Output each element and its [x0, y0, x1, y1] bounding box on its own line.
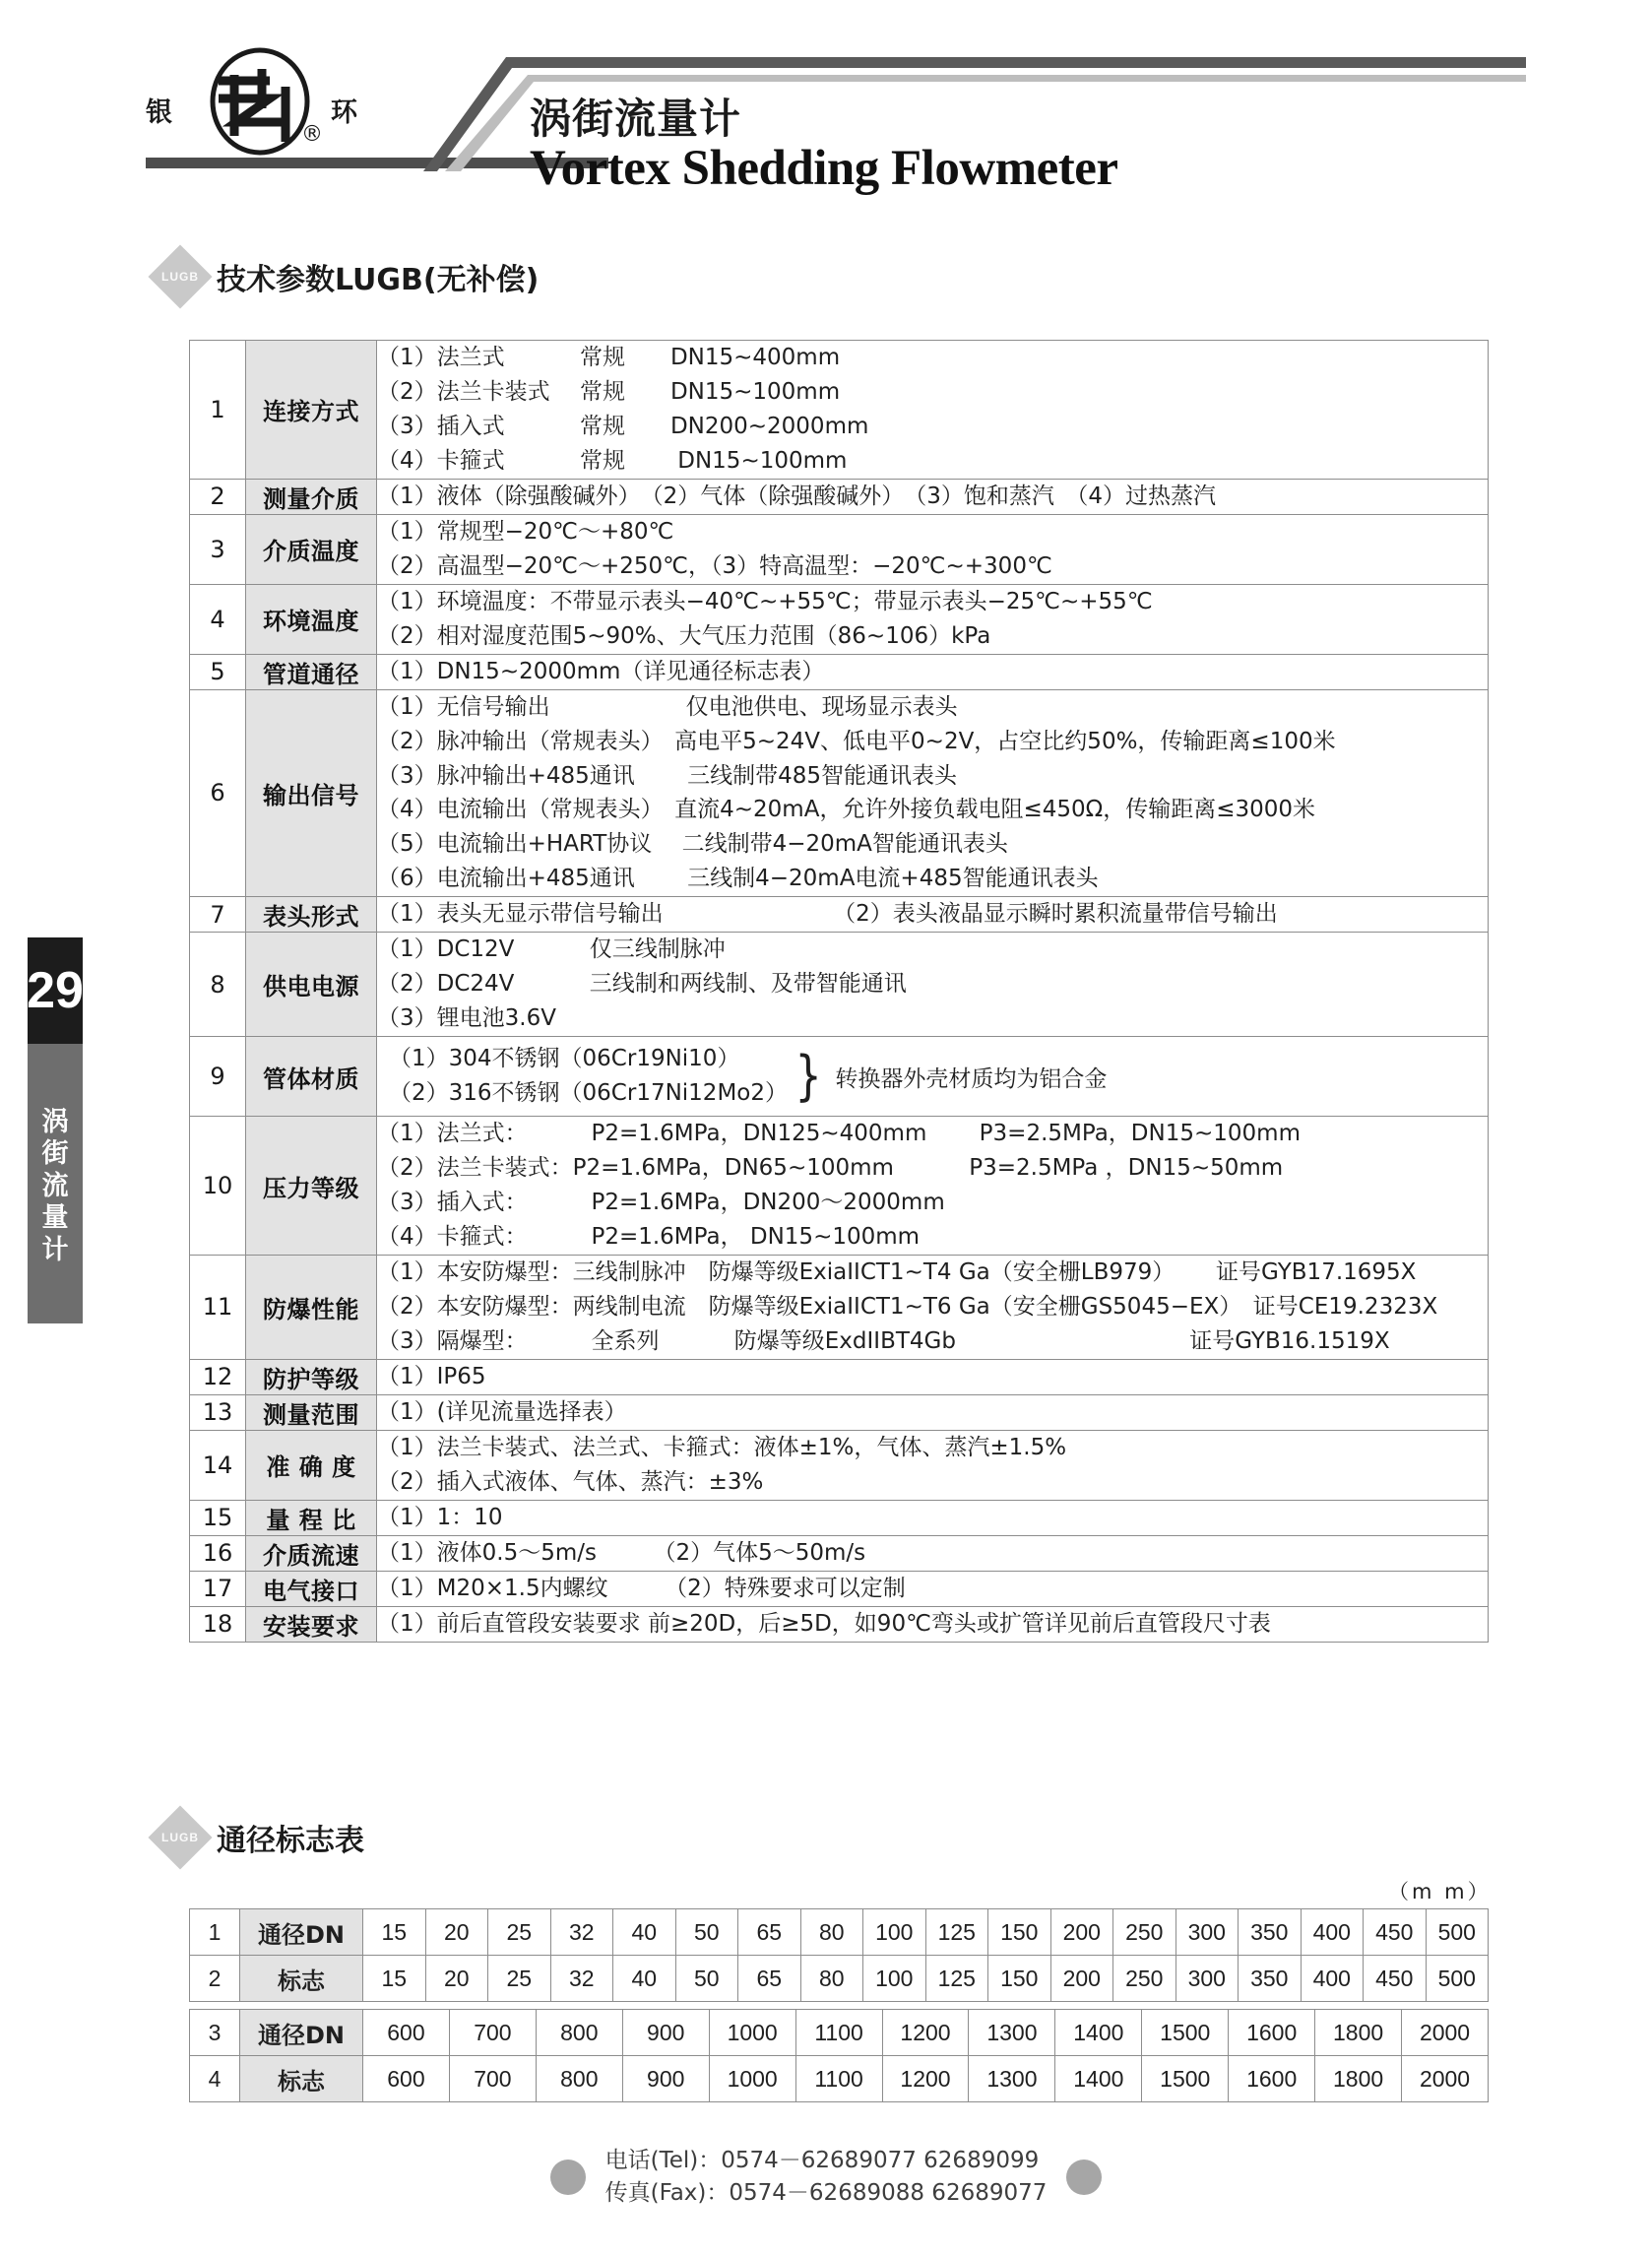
spec-row-index: 3 — [190, 514, 246, 584]
spec-row-value — [377, 1037, 1489, 1117]
bore-cell: 1400 — [1055, 2056, 1142, 2102]
table-row — [190, 479, 1489, 514]
table-row — [190, 341, 1489, 480]
bore-cell: 125 — [925, 1956, 988, 2002]
lugb-badge-label: LUGB — [161, 270, 199, 284]
spec-row-index: 18 — [190, 1606, 246, 1642]
spec-line: （1）环境温度：不带显示表头−40℃~+55℃；带显示表头−25℃~+55℃ — [377, 588, 1153, 614]
registered-trademark-icon: ® — [301, 122, 323, 147]
page-number-badge: 29 — [28, 937, 83, 1044]
spec-row-index: 12 — [190, 1359, 246, 1394]
spec-row-label: 输出信号 — [246, 689, 377, 897]
bore-cell: 1300 — [969, 2010, 1055, 2056]
table-row — [190, 584, 1489, 654]
bore-cell: 80 — [800, 1909, 863, 1956]
spec-line: （4）卡箍式： P2=1.6MPa， DN15~100mm — [377, 1223, 921, 1250]
bore-cell: 900 — [622, 2010, 709, 2056]
spec-row-value — [377, 689, 1489, 897]
bore-cell: 1200 — [882, 2056, 969, 2102]
table-row — [190, 1255, 1489, 1359]
bore-cell: 2000 — [1402, 2010, 1489, 2056]
bore-row-label: 通径DN — [240, 2010, 363, 2056]
spec-row-index: 6 — [190, 689, 246, 897]
spec-row-value — [377, 341, 1489, 480]
spec-line: （1）法兰式： P2=1.6MPa，DN125~400mm P3=2.5MPa，DN15~100mm — [377, 1121, 1301, 1147]
spec-line: （2）相对湿度范围5~90%、大气压力范围（86~106）kPa — [377, 622, 991, 649]
contact-info — [605, 2145, 1048, 2211]
spec-line: （1）DN15~2000mm（详见通径标志表） — [377, 658, 825, 684]
spec-line: （3）插入式 常规 DN200~2000mm — [377, 413, 869, 439]
spec-line: （4）卡箍式 常规 DN15~100mm — [377, 447, 848, 474]
bore-cell: 700 — [449, 2056, 536, 2102]
bore-cell: 1100 — [795, 2010, 882, 2056]
bore-cell: 1800 — [1315, 2010, 1402, 2056]
bore-cell: 350 — [1239, 1909, 1302, 1956]
page-header — [0, 0, 1652, 226]
bore-cell: 100 — [863, 1956, 926, 2002]
spec-section-title: 技术参数LUGB(无补偿) — [217, 263, 540, 297]
spec-row-index: 4 — [190, 584, 246, 654]
lugb-badge-label-2: LUGB — [161, 1831, 199, 1844]
company-logo — [146, 47, 421, 156]
side-tab-char-2: 流 — [41, 1170, 69, 1201]
bore-cell: 250 — [1113, 1956, 1176, 2002]
bore-cell: 40 — [613, 1909, 676, 1956]
spec-row-label: 电气接口 — [246, 1571, 377, 1606]
bore-cell: 15 — [363, 1909, 426, 1956]
bore-section-heading — [158, 1815, 364, 1860]
brand-char-left: 银 — [146, 97, 172, 128]
spec-row-label: 测量范围 — [246, 1394, 377, 1430]
spec-row-label: 压力等级 — [246, 1117, 377, 1256]
bore-cell: 65 — [738, 1956, 801, 2002]
spec-line: （1）304不锈钢（06Cr19Ni10） — [389, 1046, 740, 1072]
table-row — [190, 514, 1489, 584]
bore-cell: 1000 — [709, 2010, 795, 2056]
spec-row-index: 13 — [190, 1394, 246, 1430]
bore-cell: 600 — [363, 2056, 450, 2102]
table-row — [190, 1359, 1489, 1394]
spec-line: （1）前后直管段安装要求 前≥20D，后≥5D，如90℃弯头或扩管详见前后直管段尺寸表 — [377, 1610, 1271, 1637]
spec-row-value — [377, 1255, 1489, 1359]
bore-cell: 200 — [1050, 1909, 1113, 1956]
footer-dot-right-icon — [1066, 2160, 1102, 2195]
spec-row-index: 8 — [190, 933, 246, 1037]
spec-line: （3）插入式： P2=1.6MPa，DN200～2000mm — [377, 1190, 945, 1216]
bore-cell: 350 — [1239, 1956, 1302, 2002]
spec-row-value — [377, 1571, 1489, 1606]
side-tab-char-3: 量 — [41, 1202, 69, 1234]
spec-row-label: 管道通径 — [246, 654, 377, 689]
bore-cell: 25 — [488, 1956, 551, 2002]
spec-row-index: 7 — [190, 897, 246, 933]
table-row — [190, 897, 1489, 933]
product-title-en: Vortex Shedding Flowmeter — [530, 141, 1118, 196]
table-row — [190, 1956, 1489, 2002]
spec-row-index: 17 — [190, 1571, 246, 1606]
spec-line: （1）无信号输出 仅电池供电、现场显示表头 — [377, 693, 958, 720]
spec-row-label: 量 程 比 — [246, 1500, 377, 1535]
table-row — [190, 933, 1489, 1037]
bore-cell: 1100 — [795, 2056, 882, 2102]
spec-row-index: 1 — [190, 341, 246, 480]
spec-row-label: 连接方式 — [246, 341, 377, 480]
bore-cell: 1500 — [1142, 2010, 1229, 2056]
bore-cell: 50 — [675, 1909, 738, 1956]
bore-row-label: 通径DN — [240, 1909, 363, 1956]
spec-line: （2）法兰卡装式：P2=1.6MPa，DN65~100mm P3=2.5MPa ，DN15~50mm — [377, 1155, 1284, 1182]
bore-cell: 600 — [363, 2010, 450, 2056]
spec-row-value — [377, 933, 1489, 1037]
bore-table-small — [189, 1908, 1489, 2002]
bore-cell: 1500 — [1142, 2056, 1229, 2102]
spec-row-value — [377, 897, 1489, 933]
bore-cell: 80 — [800, 1956, 863, 2002]
table-row — [190, 1535, 1489, 1571]
brace-group — [377, 1037, 1488, 1116]
bore-cell: 300 — [1175, 1956, 1239, 2002]
spec-line: （1）常规型−20℃～+80℃ — [377, 518, 674, 545]
brace-item-list — [389, 1042, 788, 1111]
spec-row-value — [377, 479, 1489, 514]
bore-row-label: 标志 — [240, 2056, 363, 2102]
bore-cell: 1400 — [1055, 2010, 1142, 2056]
table-row — [190, 1430, 1489, 1500]
spec-line: （2）316不锈钢（06Cr17Ni12Mo2） — [389, 1080, 788, 1107]
bore-cell: 40 — [613, 1956, 676, 2002]
spec-line: （2）DC24V 三线制和两线制、及带智能通讯 — [377, 971, 907, 998]
bore-cell: 50 — [675, 1956, 738, 2002]
bore-cell: 500 — [1426, 1909, 1489, 1956]
spec-line: （1）液体0.5～5m/s （2）气体5～50m/s — [377, 1539, 866, 1566]
spec-row-index: 11 — [190, 1255, 246, 1359]
bore-cell: 32 — [550, 1909, 613, 1956]
spec-row-index: 5 — [190, 654, 246, 689]
bore-cell: 1600 — [1229, 2056, 1315, 2102]
spec-line: （5）电流输出+HART协议 二线制带4−20mA智能通讯表头 — [377, 831, 1008, 858]
spec-row-label: 防爆性能 — [246, 1255, 377, 1359]
spec-line: （1）1：10 — [377, 1504, 503, 1530]
spec-row-value — [377, 1606, 1489, 1642]
spec-row-value — [377, 1394, 1489, 1430]
bore-cell: 32 — [550, 1956, 613, 2002]
bore-cell: 65 — [738, 1909, 801, 1956]
bore-cell: 400 — [1301, 1909, 1364, 1956]
lugb-diamond-icon — [148, 244, 212, 308]
side-section-tab — [28, 1044, 83, 1323]
spec-line: （2）插入式液体、气体、蒸汽：±3% — [377, 1468, 764, 1495]
bore-cell: 500 — [1426, 1956, 1489, 2002]
bore-row-index: 4 — [190, 2056, 240, 2102]
spec-row-value — [377, 1500, 1489, 1535]
spec-section-heading — [158, 254, 539, 299]
spec-line: （1）IP65 — [377, 1363, 486, 1389]
spec-row-index: 16 — [190, 1535, 246, 1571]
side-tab-char-0: 涡 — [41, 1107, 69, 1138]
specification-table — [189, 340, 1489, 1643]
bore-cell: 1800 — [1315, 2056, 1402, 2102]
table-row — [190, 654, 1489, 689]
table-row — [190, 1394, 1489, 1430]
spec-line: （1）本安防爆型：三线制脉冲 防爆等级ExiaIICT1~T4 Ga（安全栅LB979） 证号GYB17.1695X — [377, 1258, 1417, 1285]
bore-cell: 450 — [1364, 1909, 1427, 1956]
spec-row-index: 9 — [190, 1037, 246, 1117]
bore-cell: 1300 — [969, 2056, 1055, 2102]
spec-row-label: 供电电源 — [246, 933, 377, 1037]
spec-row-value — [377, 1430, 1489, 1500]
spec-line: （2）脉冲输出（常规表头） 高电平5~24V、低电平0~2V，占空比约50%，传输距离≤100米 — [377, 728, 1336, 754]
spec-line: （1）M20×1.5内螺纹 （2）特殊要求可以定制 — [377, 1575, 906, 1601]
curly-brace-icon: } — [794, 1045, 822, 1108]
spec-row-label: 介质温度 — [246, 514, 377, 584]
side-tab-char-1: 街 — [41, 1138, 69, 1170]
product-title-cn: 涡街流量计 — [530, 95, 742, 143]
bore-row-label: 标志 — [240, 1956, 363, 2002]
table-row — [190, 1117, 1489, 1256]
spec-row-index: 10 — [190, 1117, 246, 1256]
bore-cell: 1200 — [882, 2010, 969, 2056]
bore-cell: 1000 — [709, 2056, 795, 2102]
bore-cell: 125 — [925, 1909, 988, 1956]
brace-note: 转换器外壳材质均为铝合金 — [835, 1065, 1108, 1092]
spec-row-label: 测量介质 — [246, 479, 377, 514]
spec-line: （2）法兰卡装式 常规 DN15~100mm — [377, 378, 841, 405]
spec-row-label: 准 确 度 — [246, 1430, 377, 1500]
bore-row-index: 3 — [190, 2010, 240, 2056]
bore-cell: 450 — [1364, 1956, 1427, 2002]
bore-cell: 1600 — [1229, 2010, 1315, 2056]
spec-row-index: 14 — [190, 1430, 246, 1500]
bore-cell: 20 — [425, 1909, 488, 1956]
bore-cell: 2000 — [1402, 2056, 1489, 2102]
contact-tel: 电话(Tel)：0574－62689077 62689099 — [604, 2148, 1040, 2173]
bore-unit-label: （m m） — [1388, 1880, 1492, 1903]
bore-cell: 400 — [1301, 1956, 1364, 2002]
bore-section-title: 通径标志表 — [217, 1824, 364, 1858]
spec-line: （1）表头无显示带信号输出 （2）表头液晶显示瞬时累积流量带信号输出 — [377, 901, 1278, 928]
spec-line: （1）法兰卡装式、法兰式、卡箍式：液体±1%，气体、蒸汽±1.5% — [377, 1434, 1067, 1460]
spec-row-label: 环境温度 — [246, 584, 377, 654]
spec-line: （6）电流输出+485通讯 三线制4−20mA电流+485智能通讯表头 — [377, 866, 1099, 892]
spec-row-label: 介质流速 — [246, 1535, 377, 1571]
bore-cell: 900 — [622, 2056, 709, 2102]
spec-line: （1）法兰式 常规 DN15~400mm — [377, 345, 841, 370]
table-row — [190, 1500, 1489, 1535]
table-row — [190, 1909, 1489, 1956]
spec-row-index: 15 — [190, 1500, 246, 1535]
page-footer — [0, 2145, 1652, 2211]
bore-row-index: 2 — [190, 1956, 240, 2002]
spec-line: （2）本安防爆型：两线制电流 防爆等级ExiaIICT1~T6 Ga（安全栅GS5045−EX） 证号CE19.2323X — [377, 1293, 1438, 1320]
table-row — [190, 689, 1489, 897]
bore-cell: 100 — [863, 1909, 926, 1956]
spec-row-value — [377, 584, 1489, 654]
brand-char-right: 环 — [331, 97, 357, 128]
spec-line: （3）锂电池3.6V — [377, 1005, 556, 1032]
bore-cell: 150 — [988, 1909, 1051, 1956]
bore-cell: 800 — [536, 2056, 622, 2102]
bore-cell: 150 — [988, 1956, 1051, 2002]
spec-row-label: 表头形式 — [246, 897, 377, 933]
bore-cell: 250 — [1113, 1909, 1176, 1956]
spec-row-value — [377, 1535, 1489, 1571]
table-row — [190, 1606, 1489, 1642]
spec-row-label: 安装要求 — [246, 1606, 377, 1642]
bore-row-index: 1 — [190, 1909, 240, 1956]
spec-line: （4）电流输出（常规表头） 直流4~20mA，允许外接负载电阻≤450Ω，传输距离≤3000米 — [377, 797, 1315, 823]
spec-row-value — [377, 514, 1489, 584]
spec-row-value — [377, 654, 1489, 689]
bore-cell: 15 — [363, 1956, 426, 2002]
spec-row-label: 管体材质 — [246, 1037, 377, 1117]
spec-row-label: 防护等级 — [246, 1359, 377, 1394]
lugb-diamond-icon-2 — [148, 1805, 212, 1869]
spec-line: （3）脉冲输出+485通讯 三线制带485智能通讯表头 — [377, 762, 958, 789]
side-tab-char-4: 计 — [41, 1234, 69, 1265]
table-row — [190, 2010, 1489, 2056]
spec-line: （1）DC12V 仅三线制脉冲 — [377, 936, 726, 963]
bore-cell: 800 — [536, 2010, 622, 2056]
bore-cell: 700 — [449, 2010, 536, 2056]
contact-fax: 传真(Fax)：0574－62689088 62689077 — [604, 2180, 1048, 2207]
bore-cell: 200 — [1050, 1956, 1113, 2002]
bore-table-large — [189, 2009, 1489, 2102]
spec-line: （1）液体（除强酸碱外） （2）气体（除强酸碱外） （3）饱和蒸汽 （4）过热蒸汽 — [377, 483, 1217, 509]
footer-dot-left-icon — [550, 2160, 586, 2195]
spec-line: （3）隔爆型： 全系列 防爆等级ExdIIBT4Gb 证号GYB16.1519X — [377, 1327, 1390, 1354]
spec-row-value — [377, 1117, 1489, 1256]
bore-cell: 300 — [1175, 1909, 1239, 1956]
table-row — [190, 2056, 1489, 2102]
bore-cell: 20 — [425, 1956, 488, 2002]
spec-line: （2）高温型−20℃～+250℃，（3）特高温型：−20℃~+300℃ — [377, 552, 1052, 579]
spec-row-index: 2 — [190, 479, 246, 514]
table-row — [190, 1571, 1489, 1606]
bore-cell: 25 — [488, 1909, 551, 1956]
spec-line: （1）(详见流量选择表） — [377, 1398, 627, 1425]
table-row — [190, 1037, 1489, 1117]
spec-row-value — [377, 1359, 1489, 1394]
